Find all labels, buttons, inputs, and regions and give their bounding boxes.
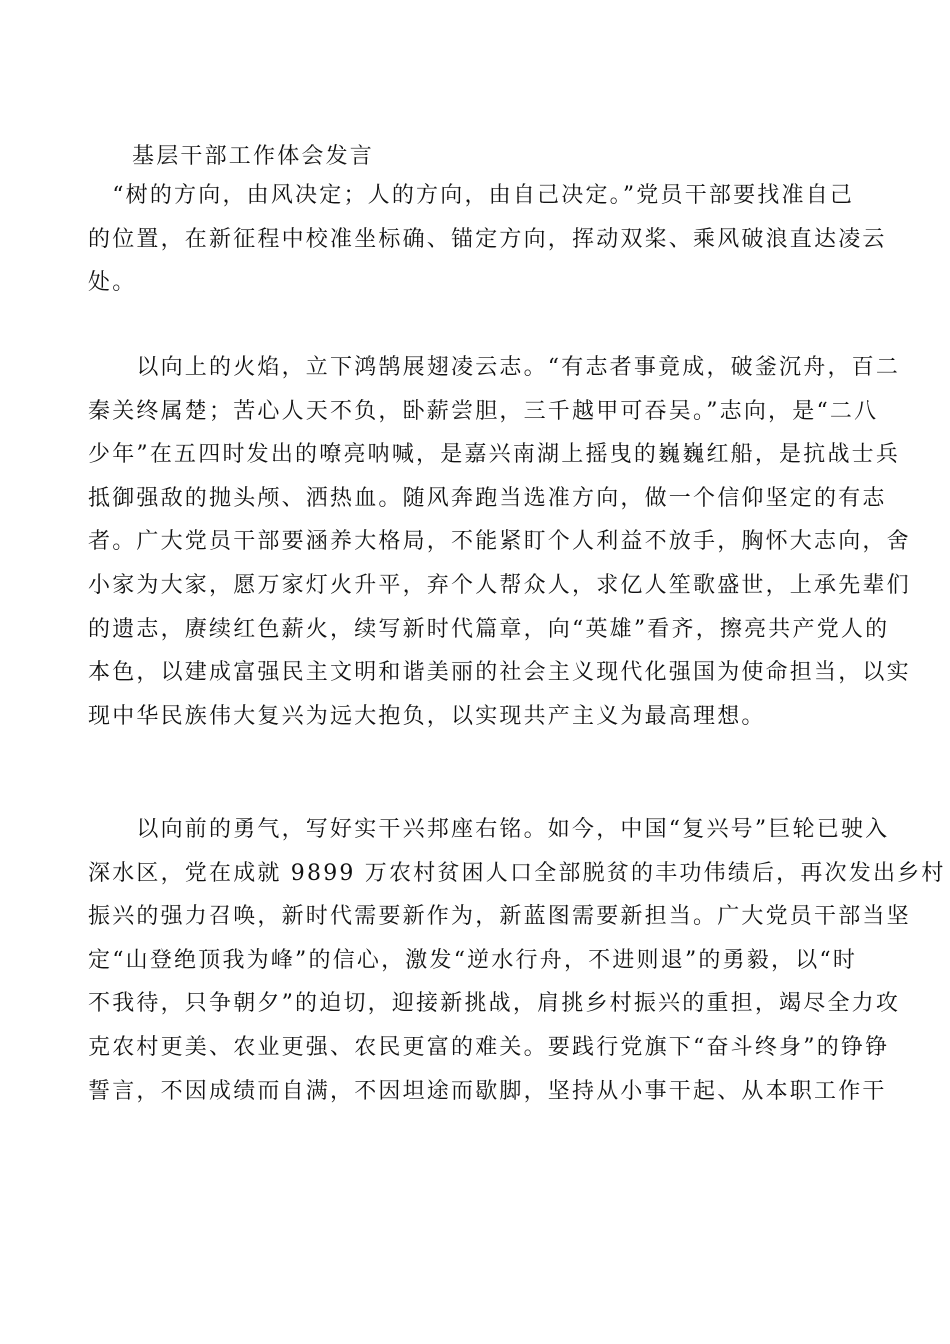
paragraph-line: 处。 — [88, 270, 137, 296]
paragraph-line: 现中华民族伟大复兴为远大抱负，以实现共产主义为最高理想。 — [88, 703, 766, 729]
paragraph-line: 克农村更美、农业更强、农民更富的难关。要践行党旗下“奋斗终身”的铮铮 — [88, 1034, 890, 1060]
paragraph-line: 的遗志，赓续红色薪火，续写新时代篇章，向“英雄”看齐，擦亮共产党人的 — [88, 616, 890, 642]
paragraph-line: 以向前的勇气，写好实干兴邦座右铭。如今，中国“复兴号”巨轮已驶入 — [88, 817, 890, 842]
paragraph-line: 深水区，党在成就 9899 万农村贫困人口全部脱贫的丰功伟绩后，再次发出乡村 — [88, 860, 946, 886]
paragraph-line: 定“山登绝顶我为峰”的信心，激发“逆水行舟，不进则退”的勇毅，以“时 — [88, 947, 858, 973]
paragraph-line: 小家为大家，愿万家灯火升平，弃个人帮众人，求亿人笙歌盛世，上承先辈们 — [88, 572, 911, 598]
paragraph-line: 者。广大党员干部要涵养大格局，不能紧盯个人利益不放手，胸怀大志向，舍 — [88, 529, 911, 555]
paragraph-line: 不我待，只争朝夕”的迫切，迎接新挑战，肩挑乡村振兴的重担，竭尽全力攻 — [88, 991, 901, 1017]
paragraph-line: 的位置，在新征程中校准坐标确、锚定方向，挥动双桨、乘风破浪直达凌云 — [88, 226, 887, 252]
paragraph-2 — [88, 346, 911, 738]
paragraph-1 — [88, 174, 887, 305]
paragraph-line: 振兴的强力召唤，新时代需要新作为，新蓝图需要新担当。广大党员干部当坚 — [88, 904, 911, 930]
paragraph-line: 本色，以建成富强民主文明和谐美丽的社会主义现代化强国为使命担当，以实 — [88, 660, 911, 686]
document-title: 基层干部工作体会发言 — [132, 144, 375, 169]
paragraph-line: “树的方向，由风决定；人的方向，由自己决定。”党员干部要找准自己 — [88, 183, 855, 208]
paragraph-line: 少年”在五四时发出的嘹亮呐喊，是嘉兴南湖上摇曳的巍巍红船，是抗战士兵 — [88, 442, 901, 468]
paragraph-line: 秦关终属楚；苦心人天不负，卧薪尝胆，三千越甲可吞吴。”志向，是“二八 — [88, 398, 879, 424]
paragraph-line: 誓言，不因成绩而自满，不因坦途而歇脚，坚持从小事干起、从本职工作干 — [88, 1078, 887, 1104]
paragraph-3 — [88, 808, 946, 1113]
paragraph-line: 以向上的火焰，立下鸿鹄展翅凌云志。“有志者事竟成，破釜沉舟，百二 — [88, 355, 901, 380]
paragraph-line: 抵御强敌的抛头颅、洒热血。随风奔跑当选准方向，做一个信仰坚定的有志 — [88, 485, 887, 511]
